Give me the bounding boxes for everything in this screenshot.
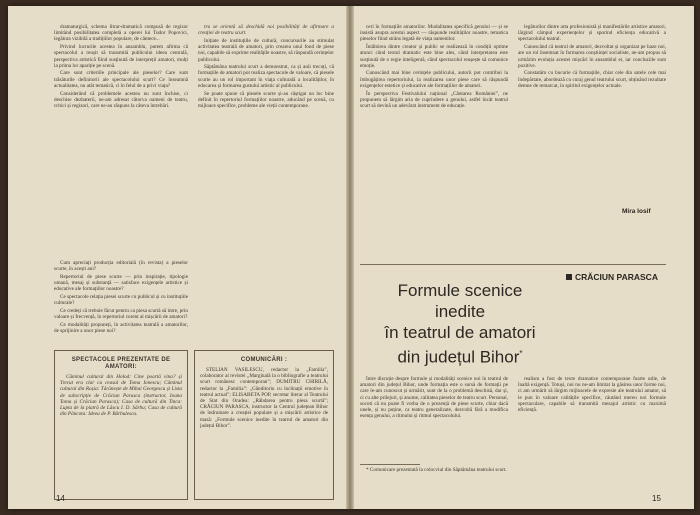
question-item: Repertoriul de piese scurte — prin inspirație, tipologie umană, mesaj și substanță — satisface exigențele artistice și educative ale formațiilor noastre? [54, 273, 188, 293]
magazine-spread [8, 6, 694, 509]
right-page [352, 6, 694, 509]
left-col1-para: Care sunt criteriile principale ale pieselor? Care sunt trăsăturile definitorii ale spectacolului scurt? Ce înseamnă actualitatea, nu atât tematică, ci în felul de a privi viața? [54, 70, 188, 89]
communications-box-title: COMUNICĂRI : [240, 357, 288, 363]
left-col2-para: Săptămâna teatrului scurt a demonstrat, ca și anii trecuți, că formațiile de amatori pot realiza spectacole de valoare, că piesele scurte au un rol important în viața culturală a localităților, în educarea și formarea gustului artistic al publicului. [198, 64, 334, 89]
article-author [566, 272, 662, 283]
communications-box [194, 350, 334, 500]
footnote-rule [360, 464, 420, 465]
article-col1-text: Între discuție despre formule și modalități scenice noi în teatrul de amatori din județul Bihor, unde formația este o sursă de formații pe care le-am cunoscut și urmărit, sunt de la o problemă deschisă, dar și, ci cu alte prilejuri, și anume, calitatea pieselor de teatru scurt. Personal, socoti că nu poate fi vorba de o prezență de piese scurte, chiar dacă unele, și nu puține, ca teatru generalizate, dezvoltă fără a modifica esența genului, a ritmului și ritmul spectacolului. [360, 376, 508, 420]
article-footnote [360, 467, 508, 483]
article-footnote-text: * Comunicare prezentată la colocviul din Săptămâna teatrului scurt. [366, 467, 507, 473]
right-col2-para: Cunoscând că teatrul de amatori, dezvoltat și organizat pe baze noi, are un rol însemnat în formarea conștiinței socialiste, ne-am propus să urmărim evoluția acestei mișcări în ansamblul ei, iar concluziile sunt pozitive. [518, 44, 666, 69]
communications-box-text: STELIAN VASILESCU, redactor la „Familia”, colaborator al revistei „Marginală la o bibliografie a teatrului scurt românesc contemporan”; DUMITRU CHIRILĂ, redactor la „Familia”: „Gânditoriu cu înclinații emotive în teatrul actual”; ELISABETA POP, secretar literar al Teatrului de Stat din Oradea: „Răbdarea pentru piesa scurtă”; CRĂCIUN PARASCA, instructor la Centrul județean Bihor de îndrumare a creației populare și a mișcării artistice de masă: „Formule scenice inedite în teatrul de amatori din județul Bihor”. [200, 367, 328, 429]
left-col2-para: tru se orientă să deschidă noi posibilități de afirmare a creației de teatru scurt. [198, 24, 334, 37]
left-page [8, 6, 348, 509]
left-col1-para: dramaturgică, schema litrar-dramatică compusă de regizor limitând posibilitatea completă a operei lui Tudor Popovici, legătura vizibilă a tradițiilor populare, de cântece... [54, 24, 188, 43]
right-col1-para: Întâlnirea dintre creator și public se realizează în condiții optime atunci când textul dramatic este bine ales, când interpretarea este susținută de o regie inteligentă, când spectacolul reușește să comunice emoție. [360, 44, 508, 69]
footnote-mark: * [519, 349, 523, 358]
article-col1 [360, 376, 508, 460]
right-col2-para: Constatăm cu bucurie că formațiile, chiar cele din satele cele mai îndepărtate, abordează cu curaj genul teatrului scurt, obținând rezultate demne de remarcat, în spiritul exigențelor actuale. [518, 70, 666, 89]
right-col1-para: ceri în formațiile amatorilor. Modalitatea specifică genului — și se insistă asupra acestui aspect — răspunde realităților noastre, tematica pieselor fiind strâns legată de viața oamenilor. [360, 24, 508, 43]
square-bullet-icon [566, 274, 572, 280]
questions-list [54, 260, 188, 344]
page-number-right: 15 [652, 494, 661, 503]
article-title-line: din județul Bihor [397, 347, 520, 367]
question-item: Ce modalități propuneți, în activitatea teatrală a amatorilor, de sprijinire a unor piese noi? [54, 321, 188, 335]
article-title [362, 280, 558, 368]
left-col2-text [198, 24, 334, 342]
right-col1-para: Cunoscând mai bine cerințele publicului, autorii pot contribui la îmbogățirea repertoriului, la realizarea unor piese care să răspundă exigențelor estetice și educative ale formațiilor de amatori. [360, 70, 508, 89]
article-title-line: inedite [434, 302, 486, 321]
performances-box-text: Căminul cultural din Holod: Cine poartă vina? și Trecut era clar cu ceasul de Toma Ionescu; Căminul cultural din Roșia: Tărănește de Mihai Georgescu și Lista de subscripție de Crăciun Parasca (instructor, Ioana Toma și Crăciun Parasca); Casa de cultură din Tinca: Lupta de la piatră de Lăscu I. D. Sârbu; Casa de cultură din Pâncota: Ideea de P. Bărbulescu. [60, 374, 182, 418]
right-col2-text [518, 24, 666, 200]
article-col2-text: realism a fost de texte dramatice contemporane foarte utile, de înaltă exigență. Totuși, noi nu ne-am limitat la găsirea unor forme noi, ci am urmărit să lărgim mijloacele de expresie ale teatrului amator, să le pun în valoare calitățile specifice, căutând mereu noi formule spectaculare, capabile să transmită mesajul artistic cu maximă eficiență. [518, 376, 666, 414]
right-col2-para: legăturilor dintre arta profesionistă și manifestările artistice amatori, lărgind câmpul experiențelor și sporind eficiența educativă a spectacolului teatral. [518, 24, 666, 43]
article-title-line: Formule scenice [397, 281, 523, 300]
question-item: Ce spectacole relația piesei scurte cu publicul și cu instituțiile culturale? [54, 294, 188, 307]
left-col2-para: Inițiate de instituțiile de cultură, concursurile au stimulat activitatea teatrală de amatori, prin crearea unui fond de piese noi, capabile să exprime realitățile noastre, să răspundă cerințelor publicului. [198, 37, 334, 63]
article-col2 [518, 376, 666, 484]
left-col2-para: Se poate spune că piesele scurte și-au câștigat un loc bine definit în repertoriul formațiilor noastre, aducând pe scenă, cu mijloace specifice, probleme ale vieții contemporane. [198, 90, 334, 109]
question-item: Cum apreciați producția editorială (în revista) a pieselor scurte, în acești ani? [54, 260, 188, 273]
question-item: Ce credeți că trebuie făcut pentru ca piesa scurtă să intre, prin valoare și frecvență, în repertoriul curent al mișcării de amatori? [54, 307, 188, 321]
performances-box-title: SPECTACOLE PREZENTATE DE AMATORI: [71, 357, 171, 370]
right-col1-para: În perspectiva Festivalului național „Cântarea României”, ne propunem să lărgim aria de cuprindere a genului, astfel încât teatrul scurt să devină un adevărat instrument de educație. [360, 90, 508, 109]
performances-box [54, 350, 188, 500]
left-col1-text [54, 24, 188, 258]
left-col1-para: Privind lucrurile acestea în ansamblu, putem afirma că spectacolul a reușit să transmită publicului ideea centrală, perspectiva artistică fiind susținută de interpreții amatori, mulți la prima lor apariție pe scenă. [54, 44, 188, 69]
article-title-line: în teatrul de amatori [384, 323, 536, 342]
signature: Mira Iosif [622, 208, 651, 215]
article-author-name: CRĂCIUN PARASCA [575, 272, 658, 282]
article-top-rule [360, 264, 666, 265]
right-col1-text [360, 24, 508, 256]
left-col1-para: Considerând că problemele acestea nu sunt închise, ci deschise dezbaterii, ne-am adresat câtorva oameni de teatru, critici și regizori, care ne-au răspuns la câteva întrebări. [54, 90, 188, 109]
page-number-left: 14 [56, 494, 65, 503]
